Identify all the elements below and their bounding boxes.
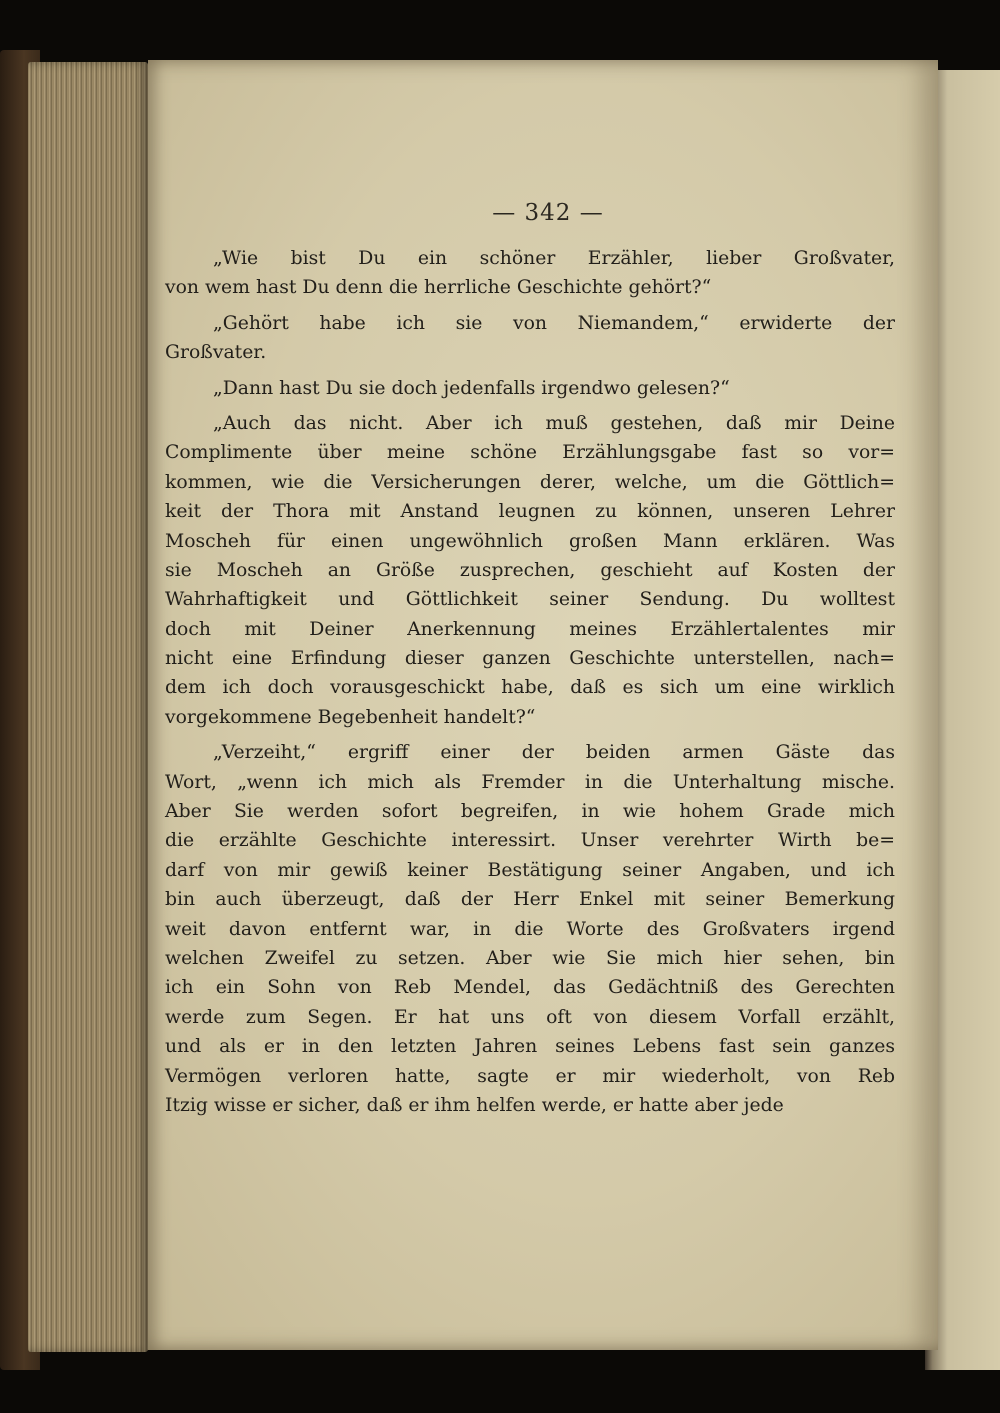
- page-edges: [28, 62, 148, 1352]
- paragraph: [165, 409, 895, 732]
- text-line: Großvater.: [165, 342, 267, 364]
- text-line: „Verzeiht,“ ergriff einer der beiden armen Gäste das: [213, 742, 895, 764]
- text-line: kommen, wie die Versicherungen derer, welche, um die Göttlich=: [165, 471, 895, 493]
- text-line: „Auch das nicht. Aber ich muß gestehen, daß mir Deine: [213, 412, 895, 434]
- text-line: werde zum Segen. Er hat uns oft von diesem Vorfall erzählt,: [165, 1006, 895, 1028]
- text-line: weit davon entfernt war, in die Worte des Großvaters irgend: [165, 918, 895, 940]
- text-line: Complimente über meine schöne Erzählungsgabe fast so vor=: [165, 442, 895, 464]
- text-line: und als er in den letzten Jahren seines Lebens fast sein ganzes: [165, 1036, 895, 1058]
- text-line: doch mit Deiner Anerkennung meines Erzählertalentes mir: [165, 618, 895, 640]
- text-line: ich ein Sohn von Reb Mendel, das Gedächtniß des Gerechten: [165, 977, 895, 999]
- text-line: keit der Thora mit Anstand leugnen zu können, unseren Lehrer: [165, 501, 895, 523]
- text-line: Wort, „wenn ich mich als Fremder in die Unterhaltung mische.: [165, 771, 895, 793]
- text-line: Itzig wisse er sicher, daß er ihm helfen werde, er hatte aber jede: [165, 1094, 784, 1116]
- text-line: Wahrhaftigkeit und Göttlichkeit seiner Sendung. Du wolltest: [165, 589, 895, 611]
- paragraph: [165, 374, 895, 403]
- text-line: bin auch überzeugt, daß der Herr Enkel mit seiner Bemerkung: [165, 889, 895, 911]
- text-line: Vermögen verloren hatte, sagte er mir wiederholt, von Reb: [165, 1065, 895, 1087]
- text-line: „Dann hast Du sie doch jedenfalls irgendwo gelesen?“: [213, 377, 730, 399]
- text-line: sie Moscheh an Größe zusprechen, geschieht auf Kosten der: [165, 559, 895, 581]
- text-line: Aber Sie werden sofort begreifen, in wie hohem Grade mich: [165, 801, 895, 823]
- text-line: darf von mir gewiß keiner Bestätigung seiner Angaben, und ich: [165, 859, 895, 881]
- text-line: die erzählte Geschichte interessirt. Unser verehrter Wirth be=: [165, 830, 895, 852]
- text-line: dem ich doch vorausgeschickt habe, daß es sich um eine wirklich: [165, 677, 895, 699]
- text-line: vorgekommene Begebenheit handelt?“: [165, 706, 536, 728]
- paragraph: [165, 738, 895, 1120]
- paragraph: [165, 309, 895, 368]
- text-line: „Wie bist Du ein schöner Erzähler, lieber Großvater,: [213, 248, 895, 269]
- text-line: Moscheh für einen ungewöhnlich großen Mann erklären. Was: [165, 530, 895, 552]
- text-line: nicht eine Erfindung dieser ganzen Geschichte unterstellen, nach=: [165, 648, 895, 670]
- text-line: von wem hast Du denn die herrliche Geschichte gehört?“: [165, 277, 712, 299]
- paragraph: [165, 244, 895, 303]
- text-line: „Gehört habe ich sie von Niemandem,“ erwiderte der: [213, 312, 895, 334]
- page-number: — 342 —: [492, 200, 604, 226]
- page-text: [165, 244, 895, 1126]
- text-line: welchen Zweifel zu setzen. Aber wie Sie mich hier sehen, bin: [165, 947, 895, 969]
